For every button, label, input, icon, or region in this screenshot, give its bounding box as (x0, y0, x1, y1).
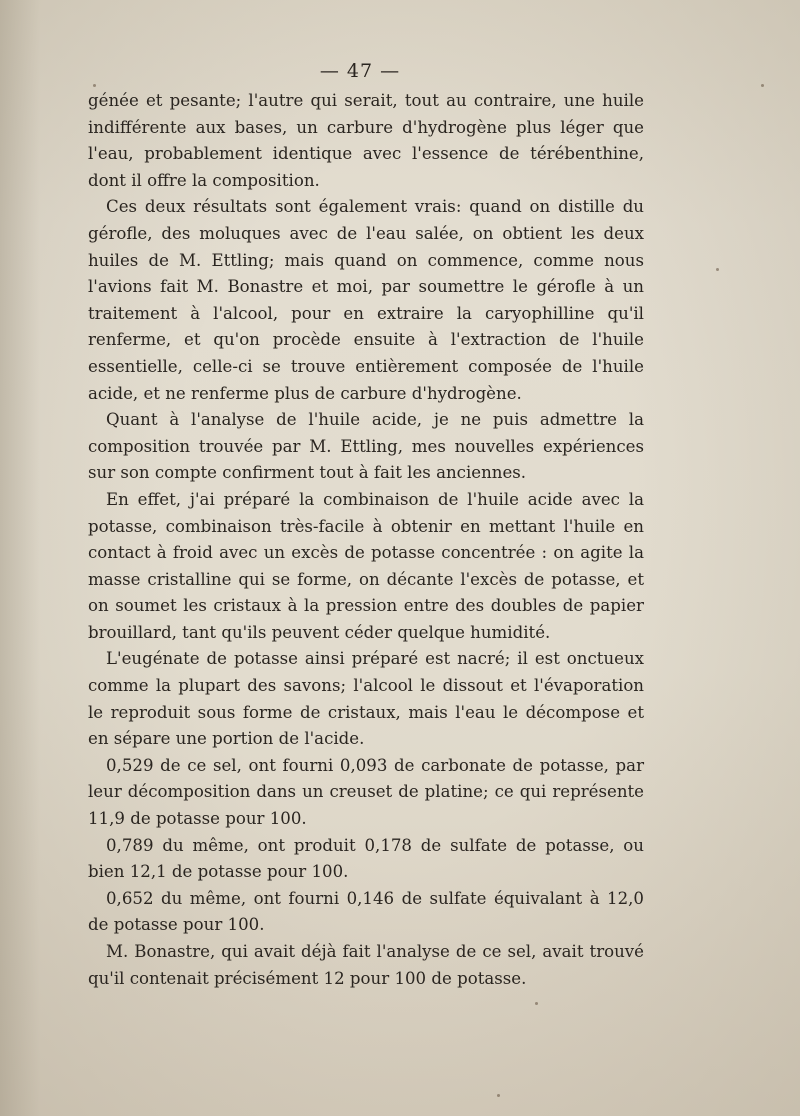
paragraph: Ces deux résultats sont également vrais: quand on distille du gérofle, des moluques avec de l'eau salée, on obtient les deux huiles de M. Ettling; mais quand on commence, comme nous l'avions fait M. Bonastre et moi, par soumettre le gérofle à un traitement à l'alcool, pour en extraire la caryophilline qu'il renferme, et qu'on procède ensuite à l'extraction de l'huile essentielle, celle-ci se trouve entièrement composée de l'huile acide, et ne renferme plus de carbure d'hydrogène. (88, 197, 644, 403)
paper-speck (716, 268, 719, 271)
paper-speck (497, 1094, 500, 1097)
paragraph: 0,789 du même, ont produit 0,178 de sulfate de potasse, ou bien 12,1 de potasse pour 100. (88, 835, 644, 882)
body-text (88, 88, 644, 992)
paragraph: Quant à l'analyse de l'huile acide, je ne puis admettre la composition trouvée par M. Ettling, mes nouvelles expériences sur son compte confirment tout à fait les anciennes. (88, 410, 644, 483)
paragraph-continuation: génée et pesante; l'autre qui serait, tout au contraire, une huile indifférente aux bases, un carbure d'hydrogène plus léger que l'eau, probablement identique avec l'essence de térébenthine, dont il offre la composition. (88, 91, 644, 190)
paragraph: 0,652 du même, ont fourni 0,146 de sulfate équivalant à 12,0 de potasse pour 100. (88, 888, 644, 935)
paragraph: L'eugénate de potasse ainsi préparé est nacré; il est onctueux comme la plupart des savons; l'alcool le dissout et l'évaporation le reproduit sous forme de cristaux, mais l'eau le décompose et en sépare une portion de l'acide. (88, 649, 644, 749)
paragraph: 0,529 de ce sel, ont fourni 0,093 de carbonate de potasse, par leur décomposition dans un creuset de platine; ce qui représente 11,9 de potasse pour 100. (88, 755, 644, 829)
paragraph: M. Bonastre, qui avait déjà fait l'analyse de ce sel, avait trouvé qu'il contenait précisément 12 pour 100 de potasse. (88, 942, 644, 988)
paper-speck (761, 84, 764, 87)
paper-speck (93, 84, 96, 87)
page-edge-shadow (0, 0, 40, 1116)
paragraph: En effet, j'ai préparé la combinaison de l'huile acide avec la potasse, combinaison très-facile à obtenir en mettant l'huile en contact à froid avec un excès de potasse concentrée : on agite la masse cristalline qui se forme, on décante l'excès de potasse, et on soumet les cristaux à la pression entre des doubles de papier brouillard, tant qu'ils peuvent céder quelque humidité. (88, 489, 644, 642)
paper-speck (535, 1002, 538, 1005)
page-number: — 47 — (319, 60, 401, 82)
